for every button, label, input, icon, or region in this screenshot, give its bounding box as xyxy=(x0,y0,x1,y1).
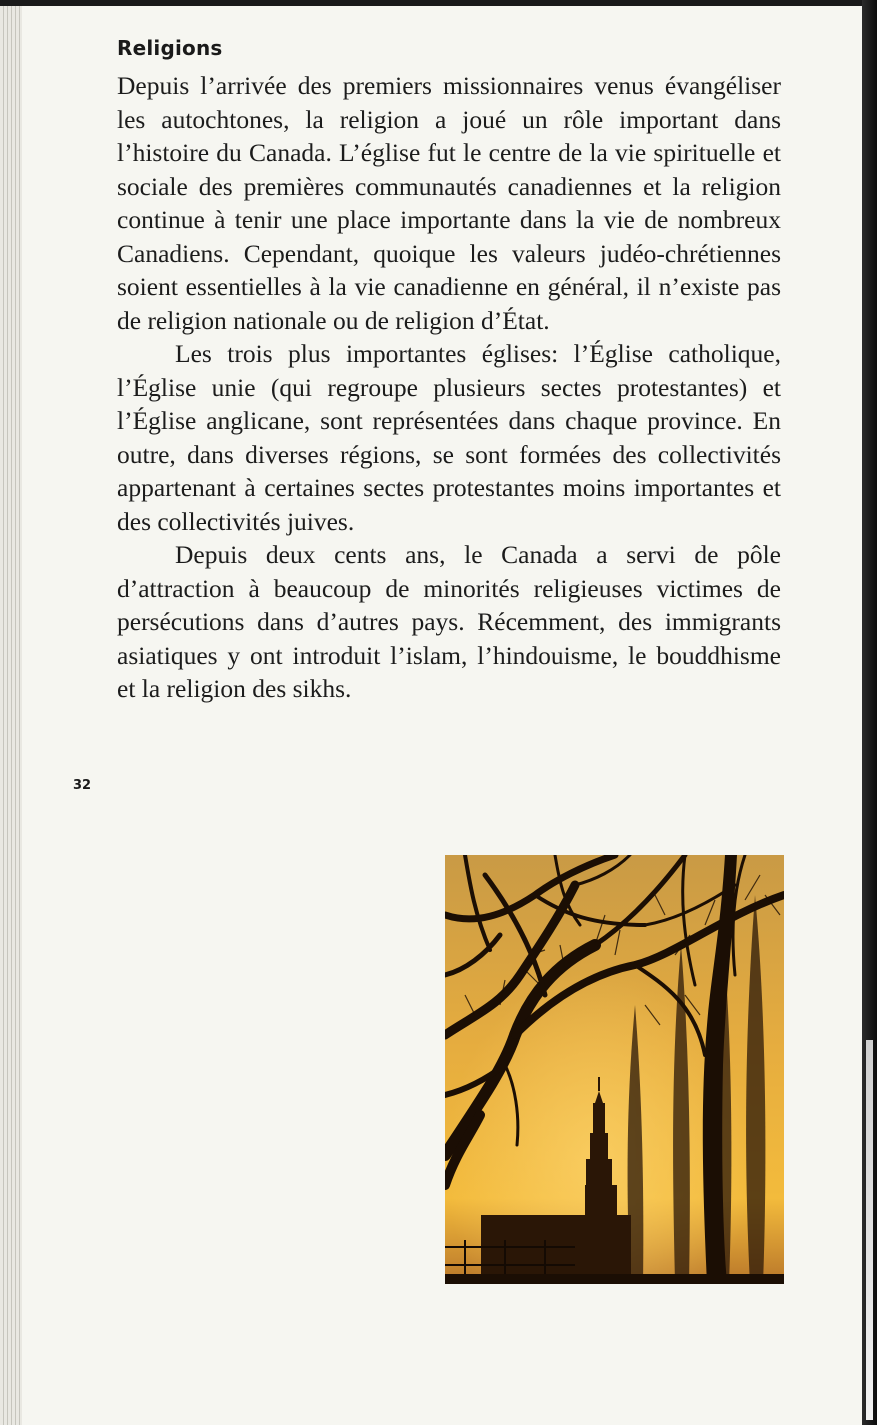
body-text xyxy=(117,69,781,706)
photo-image xyxy=(445,855,784,1284)
paragraph-3: Depuis deux cents ans, le Canada a servi de pôle d’attraction à beaucoup de minorités religieuses victimes de persécutions dans d’autres pays. Récemment, des immigrants asiatiques y ont introduit l’islam, l’hindouisme, le bouddhisme et la religion des sikhs. xyxy=(117,540,781,703)
paragraph-2: Les trois plus importantes églises: l’Église catholique, l’Église unie (qui regroupe plusieurs sectes protestantes) et l’Église anglicane, sont représentées dans chaque province. En outre, dans diverses régions, se sont formées des collectivités appartenant à certaines sectes protestantes moins importantes et des collectivités juives. xyxy=(117,339,781,536)
page-number: 32 xyxy=(73,778,92,793)
section-heading: Religions xyxy=(117,36,223,60)
paragraph-1: Depuis l’arrivée des premiers missionnaires venus évangéliser les autochtones, la religion a joué un rôle important dans l’histoire du Canada. L’église fut le centre de la vie spirituelle et sociale des premières communautés canadiennes et la religion continue à tenir une place importante dans la vie de nombreux Canadiens. Cependant, quoique les valeurs judéo-chrétiennes soient essentielles à la vie canadienne en général, il n’existe pas de religion nationale ou de religion d’État. xyxy=(117,71,781,335)
church-silhouette-photo xyxy=(445,855,784,1284)
adjacent-page-edge xyxy=(866,1040,873,1420)
page-edge-stack xyxy=(0,6,22,1425)
binding-shadow xyxy=(862,0,877,1425)
